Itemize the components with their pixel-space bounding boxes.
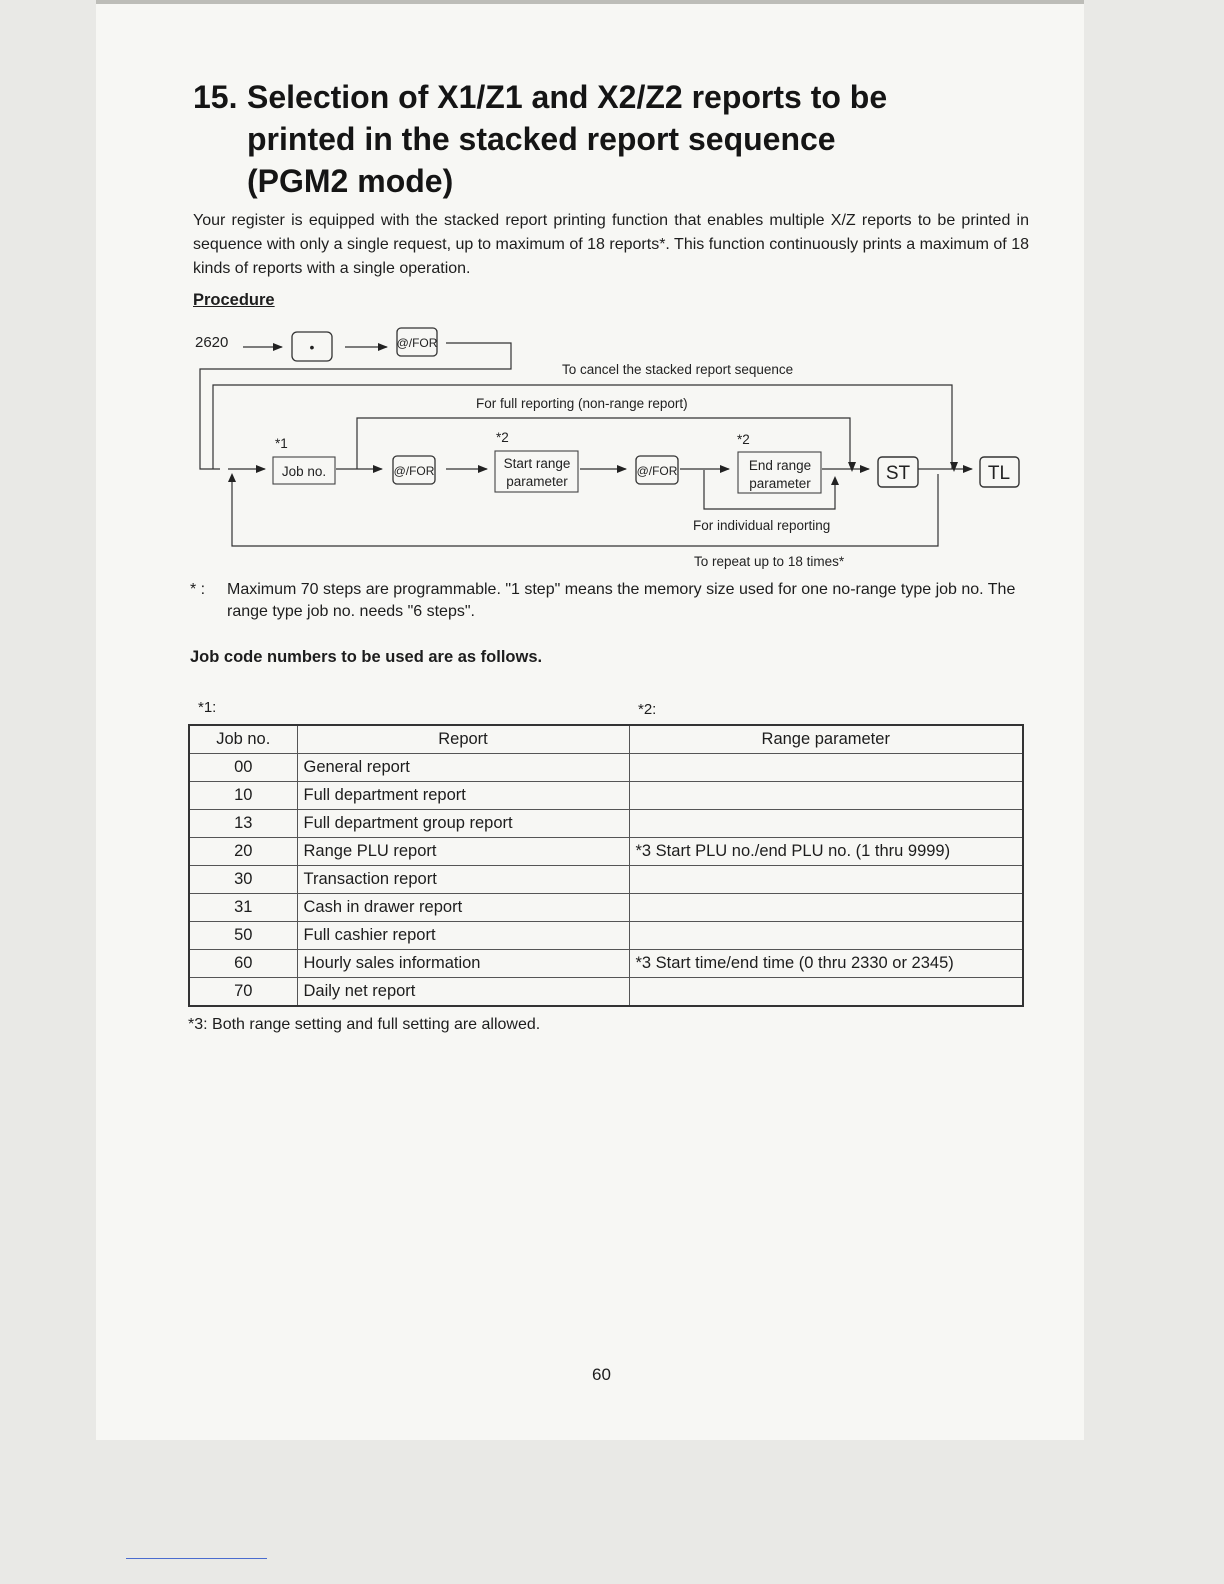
heading-line-3: (PGM2 mode) bbox=[247, 163, 454, 199]
report-cell: Hourly sales information bbox=[297, 950, 629, 978]
job-no-cell: 20 bbox=[189, 838, 297, 866]
table-row bbox=[189, 922, 1023, 950]
range-cell bbox=[629, 978, 1023, 1007]
job-code-table bbox=[188, 724, 1024, 1007]
header-job-no: Job no. bbox=[189, 725, 297, 754]
page-number: 60 bbox=[592, 1365, 611, 1384]
heading-line-1: Selection of X1/Z1 and X2/Z2 reports to be bbox=[247, 79, 888, 115]
steps-footnote bbox=[190, 579, 1030, 623]
for-key-2-label: @/FOR bbox=[636, 464, 678, 478]
range-cell bbox=[629, 782, 1023, 810]
table-row bbox=[189, 838, 1023, 866]
range-cell bbox=[629, 894, 1023, 922]
range-cell-time: *3 Start time/end time (0 thru 2330 or 2345) bbox=[629, 950, 1023, 978]
range-footnote: *3: Both range setting and full setting are allowed. bbox=[188, 1016, 541, 1033]
table-header-row bbox=[189, 725, 1023, 754]
job-no-label: Job no. bbox=[281, 464, 327, 479]
note-2-mark-b: *2 bbox=[737, 432, 750, 447]
header-report: Report bbox=[297, 725, 629, 754]
dot-key-label: • bbox=[309, 339, 315, 355]
start-range-line-2: parameter bbox=[506, 474, 568, 489]
steps-footnote-mark: * : bbox=[190, 581, 206, 598]
steps-footnote-text: Maximum 70 steps are programmable. "1 step" means the memory size used for one no-range type job no. The range type job no. needs "6 steps". bbox=[227, 581, 1016, 620]
report-cell: General report bbox=[297, 754, 629, 782]
range-cell-plu: *3 Start PLU no./end PLU no. (1 thru 9999) bbox=[629, 838, 1023, 866]
table-row bbox=[189, 754, 1023, 782]
job-code-heading: Job code numbers to be used are as follows. bbox=[190, 648, 543, 666]
report-cell: Full department report bbox=[297, 782, 629, 810]
note-1-mark: *1 bbox=[275, 436, 288, 451]
start-code: 2620 bbox=[195, 334, 229, 351]
table-row bbox=[189, 810, 1023, 838]
table-row bbox=[189, 950, 1023, 978]
range-cell bbox=[629, 922, 1023, 950]
report-cell: Full department group report bbox=[297, 810, 629, 838]
table-row bbox=[189, 894, 1023, 922]
end-range-line-2: parameter bbox=[749, 476, 811, 491]
procedure-label: Procedure bbox=[193, 291, 275, 309]
blue-underline-mark bbox=[126, 1558, 267, 1559]
table-row bbox=[189, 978, 1023, 1007]
end-range-line-1: End range bbox=[748, 458, 812, 473]
table-note-2: *2: bbox=[638, 701, 657, 718]
job-no-cell: 70 bbox=[189, 978, 297, 1007]
job-no-cell: 30 bbox=[189, 866, 297, 894]
range-cell bbox=[629, 754, 1023, 782]
report-cell: Full cashier report bbox=[297, 922, 629, 950]
individual-reporting-label: For individual reporting bbox=[693, 518, 831, 533]
for-key-top-label: @/FOR bbox=[396, 336, 438, 350]
start-range-line-1: Start range bbox=[503, 456, 571, 471]
job-no-cell: 50 bbox=[189, 922, 297, 950]
header-range-parameter: Range parameter bbox=[629, 725, 1023, 754]
table-row bbox=[189, 782, 1023, 810]
for-key-1-label: @/FOR bbox=[393, 464, 435, 478]
note-2-mark-a: *2 bbox=[496, 430, 509, 445]
st-key-label: ST bbox=[885, 463, 911, 484]
job-no-cell: 31 bbox=[189, 894, 297, 922]
table-row bbox=[189, 866, 1023, 894]
job-no-cell: 13 bbox=[189, 810, 297, 838]
full-reporting-label: For full reporting (non-range report) bbox=[476, 396, 688, 411]
job-no-cell: 00 bbox=[189, 754, 297, 782]
cancel-label: To cancel the stacked report sequence bbox=[562, 362, 794, 377]
range-cell bbox=[629, 810, 1023, 838]
report-cell: Range PLU report bbox=[297, 838, 629, 866]
report-cell: Cash in drawer report bbox=[297, 894, 629, 922]
repeat-label: To repeat up to 18 times* bbox=[694, 554, 845, 569]
section-number: 15. bbox=[193, 79, 238, 115]
heading-line-2: printed in the stacked report sequence bbox=[247, 121, 836, 157]
job-no-cell: 10 bbox=[189, 782, 297, 810]
procedure-flow-diagram bbox=[0, 0, 1224, 580]
intro-paragraph: Your register is equipped with the stacked report printing function that enables multiple X/Z reports to be printed in sequence with only a single request, up to maximum of 18 reports*. This function continuously prints a maximum of 18 kinds of reports with a single operation. bbox=[193, 212, 1029, 277]
table-note-1: *1: bbox=[198, 699, 217, 716]
report-cell: Daily net report bbox=[297, 978, 629, 1007]
job-no-cell: 60 bbox=[189, 950, 297, 978]
report-cell: Transaction report bbox=[297, 866, 629, 894]
tl-key-label: TL bbox=[987, 463, 1011, 484]
range-cell bbox=[629, 866, 1023, 894]
